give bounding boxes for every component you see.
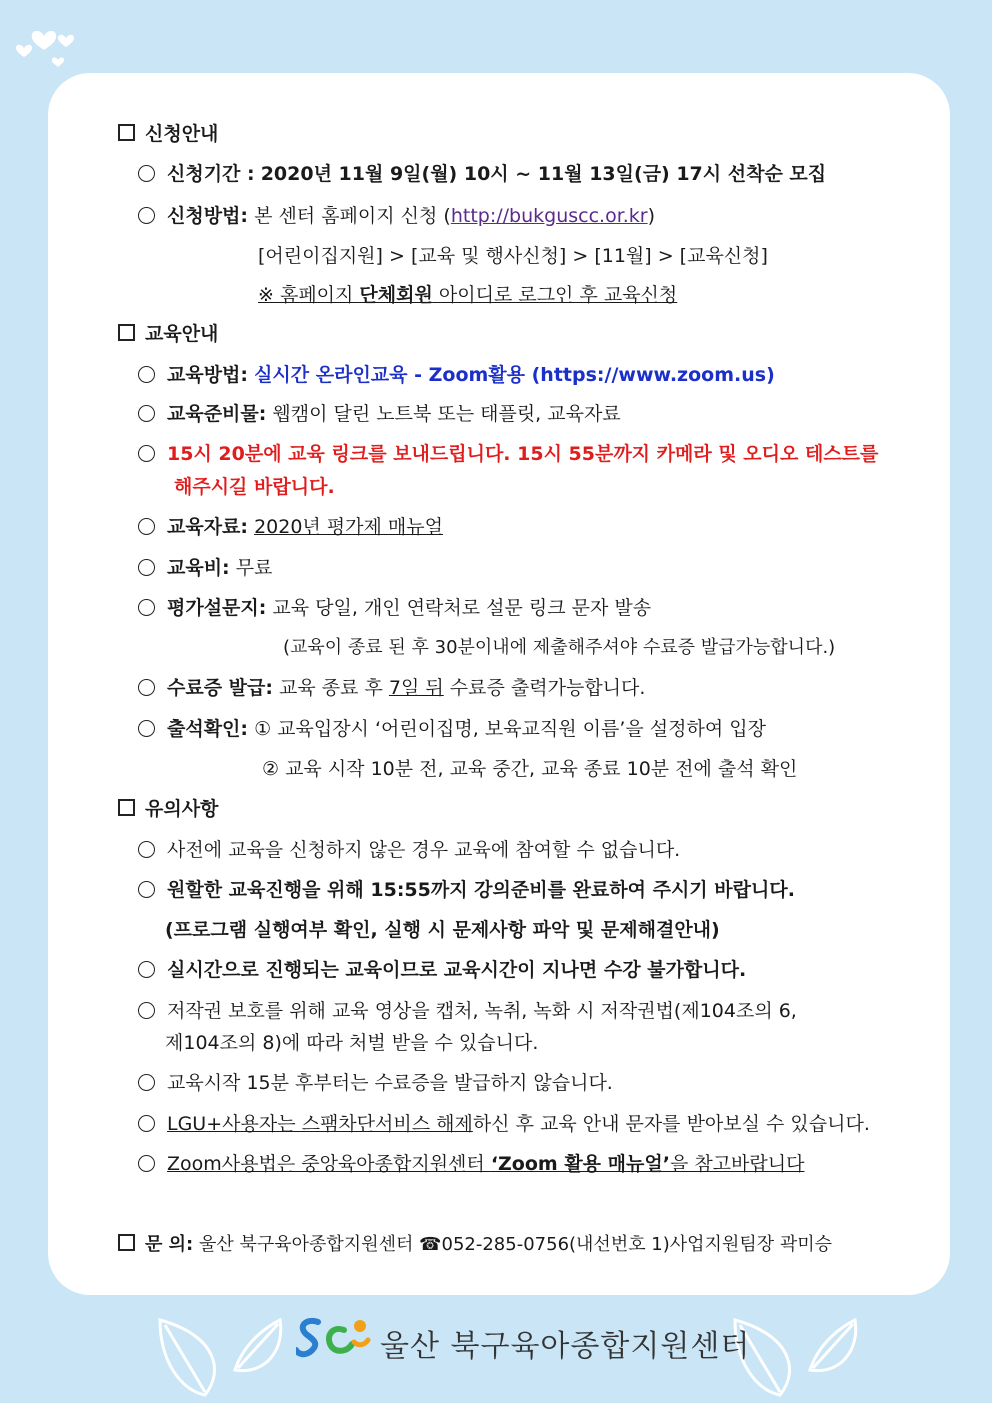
checkbox-square-icon <box>118 799 135 816</box>
education-method: 교육방법: 실시간 온라인교육 - Zoom활용 (https://www.zoom.us) <box>138 362 775 388</box>
caution-item-3: 실시간으로 진행되는 교육이므로 교육시간이 지나면 수강 불가합니다. <box>138 957 746 983</box>
center-name: 울산 북구육아종합지원센터 <box>380 1329 751 1364</box>
circle-bullet-icon <box>138 1155 155 1172</box>
circle-bullet-icon <box>138 1002 155 1019</box>
caution-item-4: 저작권 보호를 위해 교육 영상을 캡처, 녹취, 녹화 시 저작권법(제104조의 6, <box>138 998 797 1024</box>
education-material: 교육자료: 2020년 평가제 매뉴얼 <box>138 514 443 540</box>
circle-bullet-icon <box>138 679 155 696</box>
caution-item-6: LGU+사용자는 스팸차단서비스 해제하신 후 교육 안내 문자를 받아보실 수 있습니다. <box>138 1111 870 1137</box>
checkbox-square-icon <box>118 1234 135 1251</box>
education-prep: 교육준비물: 웹캠이 달린 노트북 또는 태플릿, 교육자료 <box>138 401 621 427</box>
center-logo-icon <box>296 1312 372 1362</box>
caution-item-2: 원할한 교육진행을 위해 15:55까지 강의준비를 완료하여 주시기 바랍니다. <box>138 877 795 903</box>
education-certificate: 수료증 발급: 교육 종료 후 7일 뒤 수료증 출력가능합니다. <box>138 675 645 701</box>
apply-path: [어린이집지원] > [교육 및 행사신청] > [11월] > [교육신청] <box>258 245 768 267</box>
checkbox-square-icon <box>118 124 135 141</box>
section-heading-caution: 유의사항 <box>118 796 218 822</box>
education-notice-cont: 해주시길 바랍니다. <box>174 476 335 498</box>
circle-bullet-icon <box>138 518 155 535</box>
caution-item-2-note: (프로그램 실행여부 확인, 실행 시 문제사항 파악 및 문제해결안내) <box>165 919 720 941</box>
circle-bullet-icon <box>138 405 155 422</box>
circle-bullet-icon <box>138 207 155 224</box>
education-notice: 15시 20분에 교육 링크를 보내드립니다. 15시 55분까지 카메라 및 오디오 테스트를 <box>138 441 878 467</box>
apply-note: ※ 홈페이지 단체회원 아이디로 로그인 후 교육신청 <box>258 284 678 306</box>
education-fee: 교육비: 무료 <box>138 555 272 581</box>
homepage-link[interactable]: http://bukguscc.or.kr <box>450 205 648 227</box>
circle-bullet-icon <box>138 165 155 182</box>
education-attendance-2: ② 교육 시작 10분 전, 교육 중간, 교육 종료 10분 전에 출석 확인 <box>262 758 798 780</box>
circle-bullet-icon <box>138 445 155 462</box>
circle-bullet-icon <box>138 720 155 737</box>
caution-item-4-cont: 제104조의 8)에 따라 처벌 받을 수 있습니다. <box>165 1032 539 1054</box>
section-heading-education: 교육안내 <box>118 321 218 347</box>
circle-bullet-icon <box>138 559 155 576</box>
circle-bullet-icon <box>138 366 155 383</box>
education-survey: 평가설문지: 교육 당일, 개인 연락처로 설문 링크 문자 발송 <box>138 595 651 621</box>
circle-bullet-icon <box>138 1115 155 1132</box>
caution-item-7: Zoom사용법은 중앙육아종합지원센터 ‘Zoom 활용 매뉴얼’을 참고바랍니다 <box>138 1151 804 1177</box>
apply-method: 신청방법: 본 센터 홈페이지 신청 (http://bukguscc.or.kr) <box>138 203 655 229</box>
caution-item-5: 교육시작 15분 후부터는 수료증을 발급하지 않습니다. <box>138 1070 613 1096</box>
education-survey-note: (교육이 종료 된 후 30분이내에 제출해주셔야 수료증 발급가능합니다.) <box>283 637 836 658</box>
circle-bullet-icon <box>138 841 155 858</box>
circle-bullet-icon <box>138 599 155 616</box>
circle-bullet-icon <box>138 961 155 978</box>
section-heading-apply: 신청안내 <box>118 121 218 147</box>
caution-item-1: 사전에 교육을 신청하지 않은 경우 교육에 참여할 수 없습니다. <box>138 837 680 863</box>
circle-bullet-icon <box>138 881 155 898</box>
education-attendance: 출석확인: ① 교육입장시 ‘어린이집명, 보육교직원 이름’을 설정하여 입장 <box>138 716 766 742</box>
contact-info: 문 의: 울산 북구육아종합지원센터 ☎052-285-0756(내선번호 1)사업지원팀장 곽미승 <box>118 1232 832 1258</box>
hearts-decoration-icon <box>14 18 84 68</box>
apply-period: 신청기간 : 2020년 11월 9일(월) 10시 ~ 11월 13일(금) 17시 선착순 모집 <box>138 161 826 187</box>
checkbox-square-icon <box>118 324 135 341</box>
circle-bullet-icon <box>138 1074 155 1091</box>
